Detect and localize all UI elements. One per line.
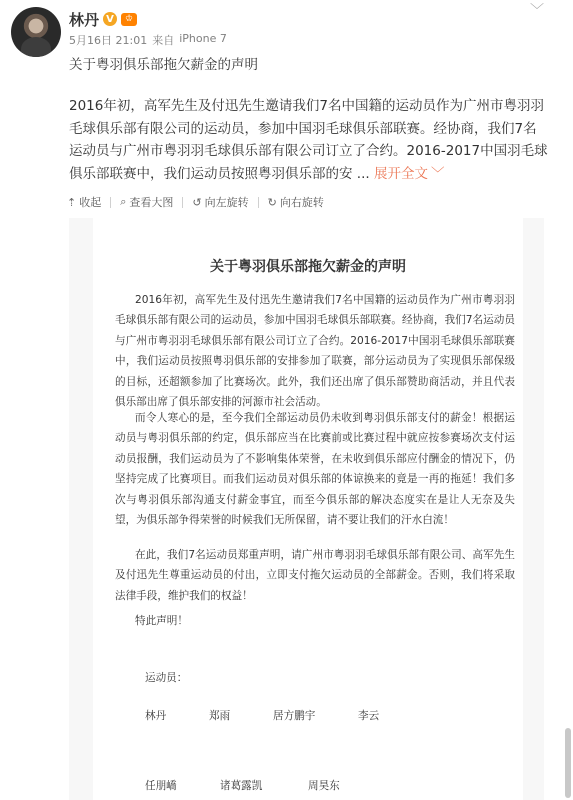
post-meta xyxy=(69,32,227,48)
rotate-left-icon: ↺ xyxy=(192,195,202,209)
post-title: 关于粤羽俱乐部拖欠薪金的声明 xyxy=(69,57,258,73)
view-large-image-button[interactable] xyxy=(111,194,182,210)
expand-full-text-link[interactable]: 展开全文 xyxy=(373,165,428,182)
user-name-row xyxy=(69,9,137,29)
collapse-arrow-icon: ⇡ xyxy=(67,195,77,209)
document-paragraph-1: 2016年初，高军先生及付迅先生邀请我们7名中国籍的运动员作为广州市粤羽羽毛球俱乐部有限公司的运动员，参加中国羽毛球俱乐部联赛。经协商，我们7名运动员与广州市粤羽羽毛球俱乐部有限公司订立了合约。2016-2017中国羽毛球俱乐部联赛中，我们运动员按照粤羽俱乐部的安排参加了联赛，部分运动员为了实现俱乐部保级的目标，还超额参加了比赛场次。此外，我们还出席了俱乐部赞助商活动，并且代表俱乐部出席了俱乐部安排的河源市社会活动。 xyxy=(115,294,515,409)
rotate-right-button[interactable] xyxy=(259,194,333,210)
post-image-frame[interactable] xyxy=(69,218,544,800)
page-scrollbar[interactable] xyxy=(565,728,571,798)
document-paragraph-3: 在此，我们7名运动员郑重声明，请广州市粤羽羽毛球俱乐部有限公司、高军先生及付迅先生尊重运动员的付出，立即支付拖欠运动员的全部薪金。否则，我们将采取法律手段，维护我们的权益！ xyxy=(115,549,515,602)
user-name-link[interactable]: 林丹 xyxy=(69,10,100,29)
chevron-down-icon[interactable]: ﹀ xyxy=(530,3,544,19)
post-source-prefix: 来自 xyxy=(152,34,175,47)
athlete-name: 郑雨 xyxy=(209,710,231,722)
athlete-name: 诸葛露凯 xyxy=(220,780,263,792)
view-large-label: 查看大图 xyxy=(129,196,174,209)
post-body xyxy=(69,95,549,185)
magnifier-icon: ⌕ xyxy=(120,195,127,208)
collapse-label: 收起 xyxy=(79,196,102,209)
user-avatar[interactable] xyxy=(11,7,61,57)
member-crown-icon[interactable]: ♔ xyxy=(121,13,137,26)
athlete-name: 居方鹏宇 xyxy=(273,710,316,722)
document-paragraph-2: 而令人寒心的是，至今我们全部运动员仍未收到粤羽俱乐部支付的薪金！根据运动员与粤羽俱乐部的约定，俱乐部应当在比赛前或比赛过程中就应按参赛场次支付运动员报酬，我们运动员为了不影响集体荣誉，在未收到俱乐部应付酬金的情况下，仍坚持完成了比赛项目。而我们运动员对俱乐部的体谅换来的竟是一再的拖延！我们多次与粤羽俱乐部沟通支付薪金事宜，而至今俱乐部的解决态度实在是让人无奈及失望，为俱乐部争得荣誉的时候我们无所保留，请不要让我们的汗水白流！ xyxy=(115,412,515,527)
athlete-name: 周昊东 xyxy=(308,780,340,792)
post-source-device[interactable]: iPhone 7 xyxy=(179,32,227,45)
post-timestamp-link[interactable]: 5月16日 21:01 xyxy=(69,34,148,47)
athlete-name: 林丹 xyxy=(145,710,167,722)
rotate-right-icon: ↻ xyxy=(267,195,277,209)
rotate-right-label: 向右旋转 xyxy=(279,196,324,209)
rotate-left-button[interactable] xyxy=(183,194,257,210)
rotate-left-label: 向左旋转 xyxy=(204,196,249,209)
athlete-name: 李云 xyxy=(358,710,380,722)
expand-chevron-icon[interactable]: ﹀ xyxy=(430,165,445,182)
document-paragraph-4: 特此声明！ xyxy=(135,615,188,627)
athlete-name: 任朋嶠 xyxy=(145,780,177,792)
statement-document-image[interactable] xyxy=(93,218,523,800)
verified-badge-icon[interactable]: V xyxy=(103,12,117,26)
document-title: 关于粤羽俱乐部拖欠薪金的声明 xyxy=(210,259,406,275)
image-toolbar xyxy=(58,190,561,214)
collapse-button[interactable] xyxy=(58,194,110,210)
athletes-label: 运动员： xyxy=(145,672,188,684)
post-body-text: 2016年初，高军先生及付迅先生邀请我们7名中国籍的运动员作为广州市粤羽羽毛球俱乐部有限公司的运动员，参加中国羽毛球俱乐部联赛。经协商，我们7名运动员与广州市粤羽羽毛球俱乐部有限公司订立了合约。2016-2017中国羽毛球俱乐部联赛中，我们运动员按照粤羽俱乐部的安 ... xyxy=(69,98,548,182)
